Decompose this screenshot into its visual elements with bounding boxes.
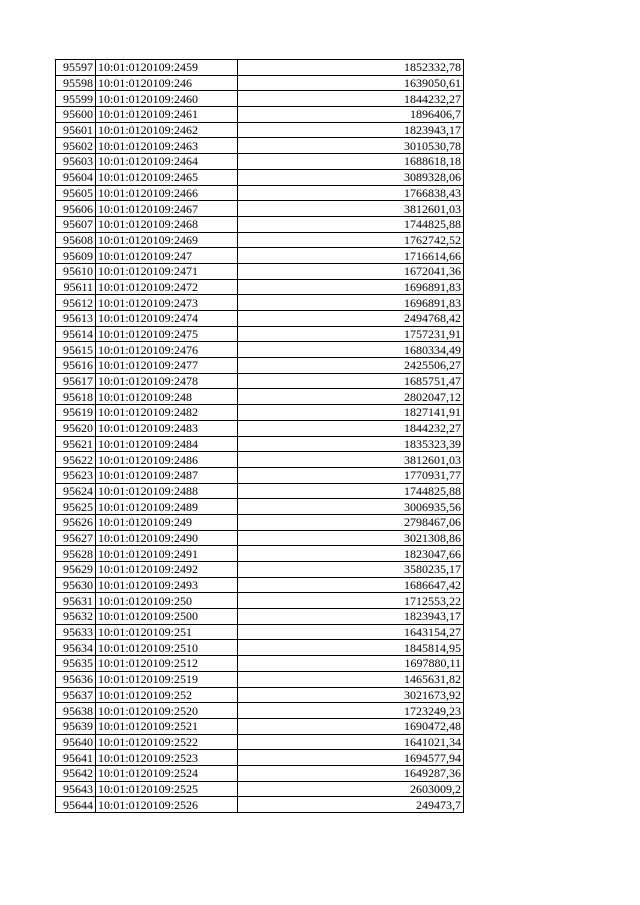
cadastral-number-cell: 10:01:0120109:2522 — [96, 734, 238, 750]
amount-cell: 1896406,7 — [238, 107, 464, 123]
row-number-cell: 95624 — [56, 483, 96, 499]
row-number-cell: 95627 — [56, 530, 96, 546]
table-row — [56, 765, 464, 781]
amount-cell: 2798467,06 — [238, 514, 464, 530]
amount-cell: 1845814,95 — [238, 640, 464, 656]
table-row — [56, 483, 464, 499]
table-row — [56, 154, 464, 170]
table-row — [56, 703, 464, 719]
cadastral-number-cell: 10:01:0120109:2473 — [96, 295, 238, 311]
cadastral-number-cell: 10:01:0120109:2461 — [96, 107, 238, 123]
cadastral-number-cell: 10:01:0120109:2468 — [96, 216, 238, 232]
table-row — [56, 624, 464, 640]
cadastral-number-cell: 10:01:0120109:2478 — [96, 373, 238, 389]
row-number-cell: 95628 — [56, 546, 96, 562]
table-row — [56, 781, 464, 797]
row-number-cell: 95602 — [56, 138, 96, 154]
cadastral-number-cell: 10:01:0120109:2471 — [96, 263, 238, 279]
amount-cell: 1823943,17 — [238, 122, 464, 138]
row-number-cell: 95609 — [56, 248, 96, 264]
row-number-cell: 95617 — [56, 373, 96, 389]
cadastral-number-cell: 10:01:0120109:2500 — [96, 609, 238, 625]
row-number-cell: 95613 — [56, 311, 96, 327]
cadastral-number-cell: 10:01:0120109:2476 — [96, 342, 238, 358]
amount-cell: 3812601,03 — [238, 201, 464, 217]
row-number-cell: 95623 — [56, 467, 96, 483]
table-row — [56, 656, 464, 672]
table-row — [56, 91, 464, 107]
cadastral-number-cell: 10:01:0120109:2512 — [96, 656, 238, 672]
row-number-cell: 95638 — [56, 703, 96, 719]
row-number-cell: 95611 — [56, 279, 96, 295]
amount-cell: 1697880,11 — [238, 656, 464, 672]
table-row — [56, 436, 464, 452]
table-row — [56, 467, 464, 483]
table-row — [56, 640, 464, 656]
row-number-cell: 95605 — [56, 185, 96, 201]
cadastral-number-cell: 10:01:0120109:2469 — [96, 232, 238, 248]
table-row — [56, 216, 464, 232]
amount-cell: 3812601,03 — [238, 452, 464, 468]
row-number-cell: 95607 — [56, 216, 96, 232]
table-row — [56, 420, 464, 436]
amount-cell: 3010530,78 — [238, 138, 464, 154]
amount-cell: 1744825,88 — [238, 483, 464, 499]
table-row — [56, 185, 464, 201]
cadastral-number-cell: 10:01:0120109:2520 — [96, 703, 238, 719]
table-row — [56, 734, 464, 750]
table-row — [56, 530, 464, 546]
row-number-cell: 95601 — [56, 122, 96, 138]
cadastral-number-cell: 10:01:0120109:2484 — [96, 436, 238, 452]
row-number-cell: 95635 — [56, 656, 96, 672]
table-row — [56, 248, 464, 264]
table-row — [56, 342, 464, 358]
amount-cell: 1672041,36 — [238, 263, 464, 279]
cadastral-number-cell: 10:01:0120109:2526 — [96, 797, 238, 813]
amount-cell: 1852332,78 — [238, 60, 464, 76]
cadastral-number-cell: 10:01:0120109:2482 — [96, 405, 238, 421]
amount-cell: 1716614,66 — [238, 248, 464, 264]
amount-cell: 1744825,88 — [238, 216, 464, 232]
row-number-cell: 95633 — [56, 624, 96, 640]
row-number-cell: 95603 — [56, 154, 96, 170]
row-number-cell: 95606 — [56, 201, 96, 217]
table-row — [56, 279, 464, 295]
amount-cell: 1696891,83 — [238, 279, 464, 295]
amount-cell: 1643154,27 — [238, 624, 464, 640]
amount-cell: 1639050,61 — [238, 75, 464, 91]
amount-cell: 1827141,91 — [238, 405, 464, 421]
table-row — [56, 546, 464, 562]
cadastral-number-cell: 10:01:0120109:252 — [96, 687, 238, 703]
row-number-cell: 95631 — [56, 593, 96, 609]
table-row — [56, 373, 464, 389]
row-number-cell: 95599 — [56, 91, 96, 107]
row-number-cell: 95642 — [56, 765, 96, 781]
table-row — [56, 311, 464, 327]
table-row — [56, 562, 464, 578]
cadastral-number-cell: 10:01:0120109:2488 — [96, 483, 238, 499]
amount-cell: 1723249,23 — [238, 703, 464, 719]
row-number-cell: 95608 — [56, 232, 96, 248]
table-row — [56, 60, 464, 76]
cadastral-number-cell: 10:01:0120109:250 — [96, 593, 238, 609]
cadastral-number-cell: 10:01:0120109:249 — [96, 514, 238, 530]
table-row — [56, 389, 464, 405]
row-number-cell: 95616 — [56, 358, 96, 374]
row-number-cell: 95598 — [56, 75, 96, 91]
row-number-cell: 95620 — [56, 420, 96, 436]
cadastral-number-cell: 10:01:0120109:2487 — [96, 467, 238, 483]
row-number-cell: 95622 — [56, 452, 96, 468]
row-number-cell: 95630 — [56, 577, 96, 593]
row-number-cell: 95621 — [56, 436, 96, 452]
row-number-cell: 95644 — [56, 797, 96, 813]
row-number-cell: 95618 — [56, 389, 96, 405]
amount-cell: 3580235,17 — [238, 562, 464, 578]
table-body — [56, 60, 464, 813]
cadastral-number-cell: 10:01:0120109:2460 — [96, 91, 238, 107]
amount-cell: 1690472,48 — [238, 718, 464, 734]
amount-cell: 1694577,94 — [238, 750, 464, 766]
cadastral-number-cell: 10:01:0120109:248 — [96, 389, 238, 405]
cadastral-number-cell: 10:01:0120109:2467 — [96, 201, 238, 217]
amount-cell: 1712553,22 — [238, 593, 464, 609]
table-row — [56, 263, 464, 279]
amount-cell: 3021308,86 — [238, 530, 464, 546]
table-row — [56, 107, 464, 123]
row-number-cell: 95614 — [56, 326, 96, 342]
table-row — [56, 358, 464, 374]
amount-cell: 3021673,92 — [238, 687, 464, 703]
cadastral-number-cell: 10:01:0120109:2483 — [96, 420, 238, 436]
cadastral-number-cell: 10:01:0120109:2459 — [96, 60, 238, 76]
document-sheet — [55, 59, 464, 813]
cadastral-number-cell: 10:01:0120109:2525 — [96, 781, 238, 797]
cadastral-number-cell: 10:01:0120109:247 — [96, 248, 238, 264]
row-number-cell: 95640 — [56, 734, 96, 750]
table-row — [56, 122, 464, 138]
row-number-cell: 95625 — [56, 499, 96, 515]
amount-cell: 1844232,27 — [238, 420, 464, 436]
amount-cell: 1844232,27 — [238, 91, 464, 107]
row-number-cell: 95626 — [56, 514, 96, 530]
cadastral-number-cell: 10:01:0120109:2489 — [96, 499, 238, 515]
row-number-cell: 95615 — [56, 342, 96, 358]
cadastral-number-cell: 10:01:0120109:2519 — [96, 671, 238, 687]
row-number-cell: 95632 — [56, 609, 96, 625]
row-number-cell: 95636 — [56, 671, 96, 687]
cadastral-number-cell: 10:01:0120109:2475 — [96, 326, 238, 342]
cadastral-number-cell: 10:01:0120109:2490 — [96, 530, 238, 546]
table-row — [56, 169, 464, 185]
table-row — [56, 138, 464, 154]
table-row — [56, 609, 464, 625]
cadastral-number-cell: 10:01:0120109:2463 — [96, 138, 238, 154]
table-row — [56, 514, 464, 530]
table-row — [56, 577, 464, 593]
amount-cell: 249473,7 — [238, 797, 464, 813]
table-row — [56, 593, 464, 609]
amount-cell: 1465631,82 — [238, 671, 464, 687]
cadastral-number-cell: 10:01:0120109:2521 — [96, 718, 238, 734]
cadastral-number-cell: 10:01:0120109:2486 — [96, 452, 238, 468]
amount-cell: 1823943,17 — [238, 609, 464, 625]
cadastral-number-cell: 10:01:0120109:2491 — [96, 546, 238, 562]
table-row — [56, 499, 464, 515]
table-row — [56, 405, 464, 421]
cadastral-number-cell: 10:01:0120109:2524 — [96, 765, 238, 781]
cadastral-number-cell: 10:01:0120109:2493 — [96, 577, 238, 593]
row-number-cell: 95629 — [56, 562, 96, 578]
amount-cell: 1835323,39 — [238, 436, 464, 452]
table-row — [56, 326, 464, 342]
table-row — [56, 75, 464, 91]
row-number-cell: 95597 — [56, 60, 96, 76]
row-number-cell: 95600 — [56, 107, 96, 123]
table-row — [56, 671, 464, 687]
row-number-cell: 95643 — [56, 781, 96, 797]
amount-cell: 1641021,34 — [238, 734, 464, 750]
cadastral-number-cell: 10:01:0120109:2523 — [96, 750, 238, 766]
cadastral-number-cell: 10:01:0120109:2465 — [96, 169, 238, 185]
row-number-cell: 95610 — [56, 263, 96, 279]
row-number-cell: 95634 — [56, 640, 96, 656]
amount-cell: 1823047,66 — [238, 546, 464, 562]
cadastral-number-cell: 10:01:0120109:246 — [96, 75, 238, 91]
cadastral-number-cell: 10:01:0120109:2472 — [96, 279, 238, 295]
amount-cell: 1649287,36 — [238, 765, 464, 781]
amount-cell: 1680334,49 — [238, 342, 464, 358]
amount-cell: 1770931,77 — [238, 467, 464, 483]
row-number-cell: 95641 — [56, 750, 96, 766]
amount-cell: 1696891,83 — [238, 295, 464, 311]
table-row — [56, 797, 464, 813]
amount-cell: 1688618,18 — [238, 154, 464, 170]
table-row — [56, 201, 464, 217]
amount-cell: 2425506,27 — [238, 358, 464, 374]
cadastral-number-cell: 10:01:0120109:2477 — [96, 358, 238, 374]
row-number-cell: 95637 — [56, 687, 96, 703]
table-row — [56, 232, 464, 248]
data-table — [55, 59, 464, 813]
cadastral-number-cell: 10:01:0120109:2474 — [96, 311, 238, 327]
cadastral-number-cell: 10:01:0120109:2510 — [96, 640, 238, 656]
row-number-cell: 95639 — [56, 718, 96, 734]
amount-cell: 1686647,42 — [238, 577, 464, 593]
amount-cell: 1685751,47 — [238, 373, 464, 389]
cadastral-number-cell: 10:01:0120109:2464 — [96, 154, 238, 170]
amount-cell: 1757231,91 — [238, 326, 464, 342]
amount-cell: 1762742,52 — [238, 232, 464, 248]
cadastral-number-cell: 10:01:0120109:2466 — [96, 185, 238, 201]
cadastral-number-cell: 10:01:0120109:2492 — [96, 562, 238, 578]
amount-cell: 2802047,12 — [238, 389, 464, 405]
cadastral-number-cell: 10:01:0120109:2462 — [96, 122, 238, 138]
amount-cell: 1766838,43 — [238, 185, 464, 201]
amount-cell: 2494768,42 — [238, 311, 464, 327]
row-number-cell: 95604 — [56, 169, 96, 185]
amount-cell: 2603009,2 — [238, 781, 464, 797]
table-row — [56, 718, 464, 734]
table-row — [56, 452, 464, 468]
cadastral-number-cell: 10:01:0120109:251 — [96, 624, 238, 640]
row-number-cell: 95612 — [56, 295, 96, 311]
table-row — [56, 687, 464, 703]
table-row — [56, 295, 464, 311]
table-row — [56, 750, 464, 766]
row-number-cell: 95619 — [56, 405, 96, 421]
amount-cell: 3089328,06 — [238, 169, 464, 185]
amount-cell: 3006935,56 — [238, 499, 464, 515]
